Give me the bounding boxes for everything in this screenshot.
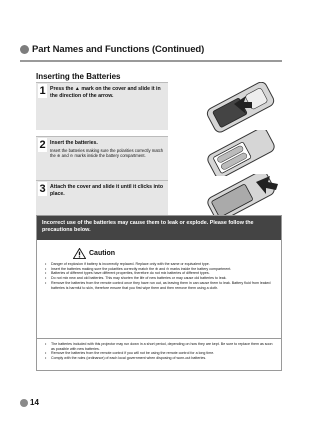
list-item: • Remove the batteries from the remote control once they have run out, as leaving them in can cause them to leak. Battery fluid from leaked batteries is harmful to skin, therefore ensure that you first wipe them and then remove them using a cloth. <box>45 281 277 290</box>
step-2 <box>36 136 168 184</box>
list-item: • The batteries included with this projector may run down in a short period, depending on how they are kept. Be sure to replace them as soon as possible with new batteries. <box>45 342 277 351</box>
list-item: • Comply with the rules (ordinance) of each local government when disposing of worn-out batteries. <box>45 356 277 361</box>
step-3 <box>36 180 168 220</box>
page-header <box>20 44 204 55</box>
caution-triangle-icon <box>73 248 86 259</box>
list-item: • Insert the batteries making sure the polarities correctly match the ⊕ and ⊖ marks inside the battery compartment. <box>45 267 277 272</box>
remote-cover-open-illustration <box>200 82 282 134</box>
header-bullet-icon <box>20 45 29 54</box>
page-title: Part Names and Functions (Continued) <box>32 44 205 55</box>
step-number: 1 <box>39 85 46 97</box>
caution-label: Caution <box>89 250 116 257</box>
step-heading: Attach the cover and slide it until it clicks into place. <box>50 184 163 197</box>
remote-battery-insert-illustration <box>200 130 282 176</box>
caution-label-group <box>73 248 115 259</box>
page-number: 14 <box>30 398 39 407</box>
step-1 <box>36 82 168 130</box>
caution-list <box>45 262 277 290</box>
region-circle-icon <box>20 399 28 407</box>
header-rule <box>20 60 282 62</box>
step-bullet: Insert the batteries making sure the polarities correctly match the ⊕ and ⊖ marks inside the battery compartment. <box>50 148 164 159</box>
note-list <box>45 342 277 361</box>
battery-warning-box <box>36 215 282 371</box>
list-item: • Remove the batteries from the remote control if you will not be using the remote control for a long time. <box>45 351 277 356</box>
step-heading: Insert the batteries. <box>50 140 98 146</box>
divider <box>37 338 281 339</box>
step-heading: Press the ▲ mark on the cover and slide it in the direction of the arrow. <box>50 86 161 99</box>
step-number: 3 <box>39 183 46 195</box>
list-item: • Batteries of different types have different properties, therefore do not mix batteries of different types. <box>45 271 277 276</box>
step-number: 2 <box>39 139 46 151</box>
warning-heading: Incorrect use of the batteries may cause them to leak or explode. Please follow the precautions below. <box>37 216 281 240</box>
page-footer <box>20 398 39 407</box>
list-item: • Do not mix new and old batteries. This may shorten the life of new batteries or may cause old batteries to leak. <box>45 276 277 281</box>
section-title: Inserting the Batteries <box>36 72 121 81</box>
list-item: • Danger of explosion if battery is incorrectly replaced. Replace only with the same or equivalent type. <box>45 262 277 267</box>
remote-cover-close-illustration <box>200 174 282 218</box>
